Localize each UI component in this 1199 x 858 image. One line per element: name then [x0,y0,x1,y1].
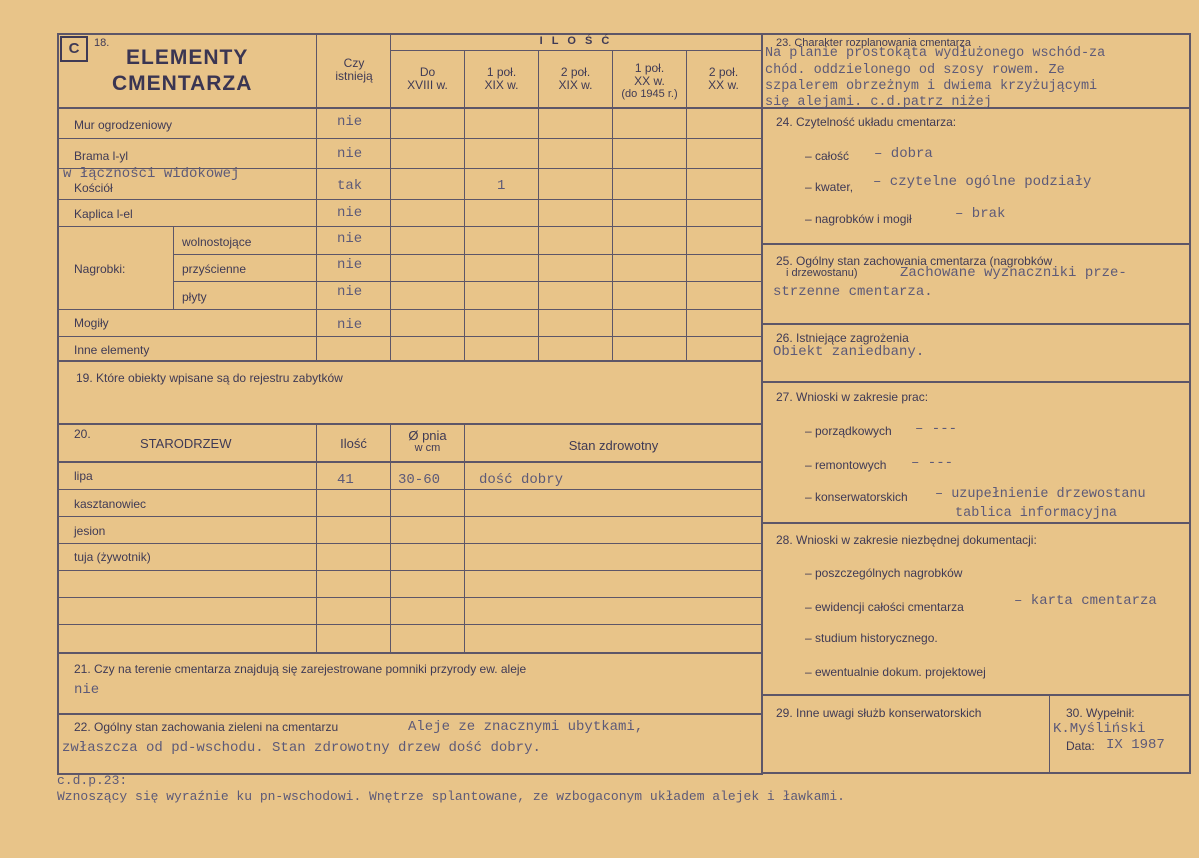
trees-diameter-header: Ø pnia w cm [408,428,447,454]
q21-label: 21. Czy na terenie cmentarza znajdują się zarejestrowane pomniki przyrody ew. aleje [74,662,527,676]
q28-item-label: – poszczególnych nagrobków [805,566,963,580]
element-exists-graves: nie [337,317,363,333]
element-label-chapel: Kaplica l-el [74,207,133,221]
grid-v [538,50,539,360]
q30-date: IX 1987 [1106,737,1165,753]
trees-count-header: Ilość [340,436,367,451]
frame-bottom-left [57,773,762,775]
q22-label: 22. Ogólny stan zachowania zieleni na cmentarzu [74,720,339,734]
element-exists-wall: nie [337,114,363,130]
element-label-slabs: płyty [182,290,207,304]
q27-item-value: – uzupełnienie drzewostanu [935,487,1146,502]
grid-h [57,199,762,200]
q25-answer-line1: Zachowane wyznaczniki prze- [900,265,1127,281]
q25-label-line2: i drzewostanu) [786,267,858,279]
grid-h-r26 [762,323,1190,325]
frame-left [57,33,59,775]
tree-count: 41 [337,472,354,488]
frame-bottom-right [762,772,1191,774]
grid-h-r29 [762,694,1190,696]
q26-answer: Obiekt zaniedbany. [773,344,925,360]
element-exists-gate: nie [337,146,363,162]
field-number-18: 18. [94,37,110,49]
grid-h [57,570,762,571]
section-title-line2: CMENTARZA [112,72,253,95]
q24-item-value: – czytelne ogólne podziały [873,174,1092,190]
tree-health: dość dobry [479,472,564,488]
grid-h-q20 [57,423,762,425]
grid-h-r27 [762,381,1190,383]
grid-h [57,336,762,337]
element-label-other: Inne elementy [74,343,150,357]
q25-label-line1: 25. Ogólny stan zachowania cmentarza (nagrobków [776,254,1053,268]
element-label-gate: Brama l-yl [74,149,129,163]
q20-number: 20. [74,427,91,441]
col-header-do-xviii: Do XVIII w. [407,65,448,92]
q27-item-label: – konserwatorskich [805,490,908,504]
grid-h [173,254,762,255]
grid-h-q22 [57,713,762,715]
grid-v-tombs [173,226,174,309]
q23-line1: Na planie prostokąta wydłużonego wschód-za [765,46,1106,61]
grid-v [464,50,465,360]
grid-h [57,309,762,310]
grid-h [57,543,762,544]
q24-item-value: – dobra [874,146,933,162]
tree-diameter: 30-60 [398,472,441,488]
element-exists-slabs: nie [337,284,363,300]
grid-h-header [57,107,762,109]
q27-item-label: – porządkowych [805,424,892,438]
q24-label: 24. Czytelność układu cmentarza: [776,115,957,129]
tree-name: tuja (żywotnik) [74,550,151,564]
grid-v [316,35,317,360]
element-exists-chapel: nie [337,205,363,221]
grid-h [57,461,762,463]
q28-item-value: – karta cmentarza [1014,593,1157,609]
q28-item-label: – ewentualnie dokum. projektowej [805,665,986,679]
col-header-2pol-xix: 2 poł. XIX w. [558,65,593,92]
q23-line2: chód. oddzielonego od szosy rowem. Ze [765,63,1065,78]
trees-health-header: Stan zdrowotny [568,438,659,453]
q29-label: 29. Inne uwagi służb konserwatorskich [776,706,982,720]
grid-v [464,423,465,652]
quantity-header: I L O Ś Ć [539,35,613,47]
grid-h-r25 [762,243,1190,245]
grid-h [57,138,762,139]
element-label-wall-mounted: przyścienne [182,262,247,276]
grid-h-q21 [57,652,762,654]
element-exists-freestanding: nie [337,231,363,247]
q22-answer-line2: zwłaszcza od pd-wschodu. Stan zdrowotny drzew dość dobry. [62,740,541,756]
q28-item-label: – studium historycznego. [805,631,938,645]
element-label-graves: Mogiły [74,316,109,330]
grid-v [686,50,687,360]
q24-item-label: – kwater, [805,180,854,194]
q27-item-value: – --- [915,421,958,437]
frame-right [1189,33,1191,774]
element-label-freestanding: wolnostojące [182,235,252,249]
element-label-church: Kościół [74,181,113,195]
q27-label: 27. Wnioski w zakresie prac: [776,390,929,404]
tombs-label: Nagrobki: [74,262,126,276]
q30-name: K.Myśliński [1053,721,1146,737]
grid-h [57,516,762,517]
q27-item-label: – remontowych [805,458,887,472]
element-qty-church: 1 [497,178,506,194]
grid-h [57,489,762,490]
q19-label: 19. Które obiekty wpisane są do rejestru zabytków [76,371,343,385]
q24-item-label: – nagrobków i mogił [805,212,912,226]
frame-middle [761,33,763,775]
grid-h-q19 [57,360,762,362]
q26-label: 26. Istniejące zagrożenia [776,331,909,345]
grid-h [57,624,762,625]
frame-top-right [762,33,1190,35]
q24-item-label: – całość [805,149,850,163]
grid-h [57,597,762,598]
q28-label: 28. Wnioski w zakresie niezbędnej dokumentacji: [776,533,1037,547]
q24-item-value: – brak [955,206,1006,222]
element-exists-church: tak [337,178,363,194]
q23-line4: się alejami. c.d.patrz niżej [765,95,992,110]
q21-answer: nie [74,682,100,698]
tree-name: jesion [74,524,106,538]
q23-line3: szpalerem obrzeżnym i dwiema krzyżującymi [765,79,1098,94]
q25-answer-line2: strzenne cmentarza. [773,284,933,300]
grid-h [57,226,762,227]
grid-v [390,423,391,652]
q27-item-value: – --- [911,455,954,471]
grid-h [173,281,762,282]
section-letter-box: C [60,36,88,62]
element-label-wall: Mur ogrodzeniowy [74,118,173,132]
grid-v-r30 [1049,694,1050,773]
exists-column-header: Czy istnieją [335,56,373,83]
tree-name: kasztanowiec [74,497,147,511]
q28-item-label: – ewidencji całości cmentarza [805,600,964,614]
tree-name: lipa [74,469,93,483]
continuation-line1: c.d.p.23: [57,773,128,788]
q30-label: 30. Wypełnił: [1066,706,1135,720]
section-title-line1: ELEMENTY [126,46,249,69]
col-header-2pol-xx: 2 poł. XX w. [708,65,739,92]
q27-item-value-line2: tablica informacyjna [955,506,1118,521]
continuation-line2: Wznoszący się wyraźnie ku pn-wschodowi. Wnętrze splantowane, ze wzbogaconym układem alejek i ławkami. [57,789,845,804]
col-header-1pol-xx: 1 poł. XX w. (do 1945 r.) [621,61,678,100]
grid-v [316,423,317,652]
element-exists-wall-mounted: nie [337,257,363,273]
grid-h-r28 [762,522,1190,524]
q22-answer-line1: Aleje ze znacznymi ubytkami, [408,719,644,735]
col-header-1pol-xix: 1 poł. XIX w. [484,65,519,92]
q30-date-label: Data: [1066,739,1095,753]
element-note-church: w łączności widokowej [63,166,240,182]
grid-h [390,50,762,51]
trees-title: STARODRZEW [140,436,232,451]
q23-label: 23. Charakter rozplanowania cmentarza [776,37,972,49]
